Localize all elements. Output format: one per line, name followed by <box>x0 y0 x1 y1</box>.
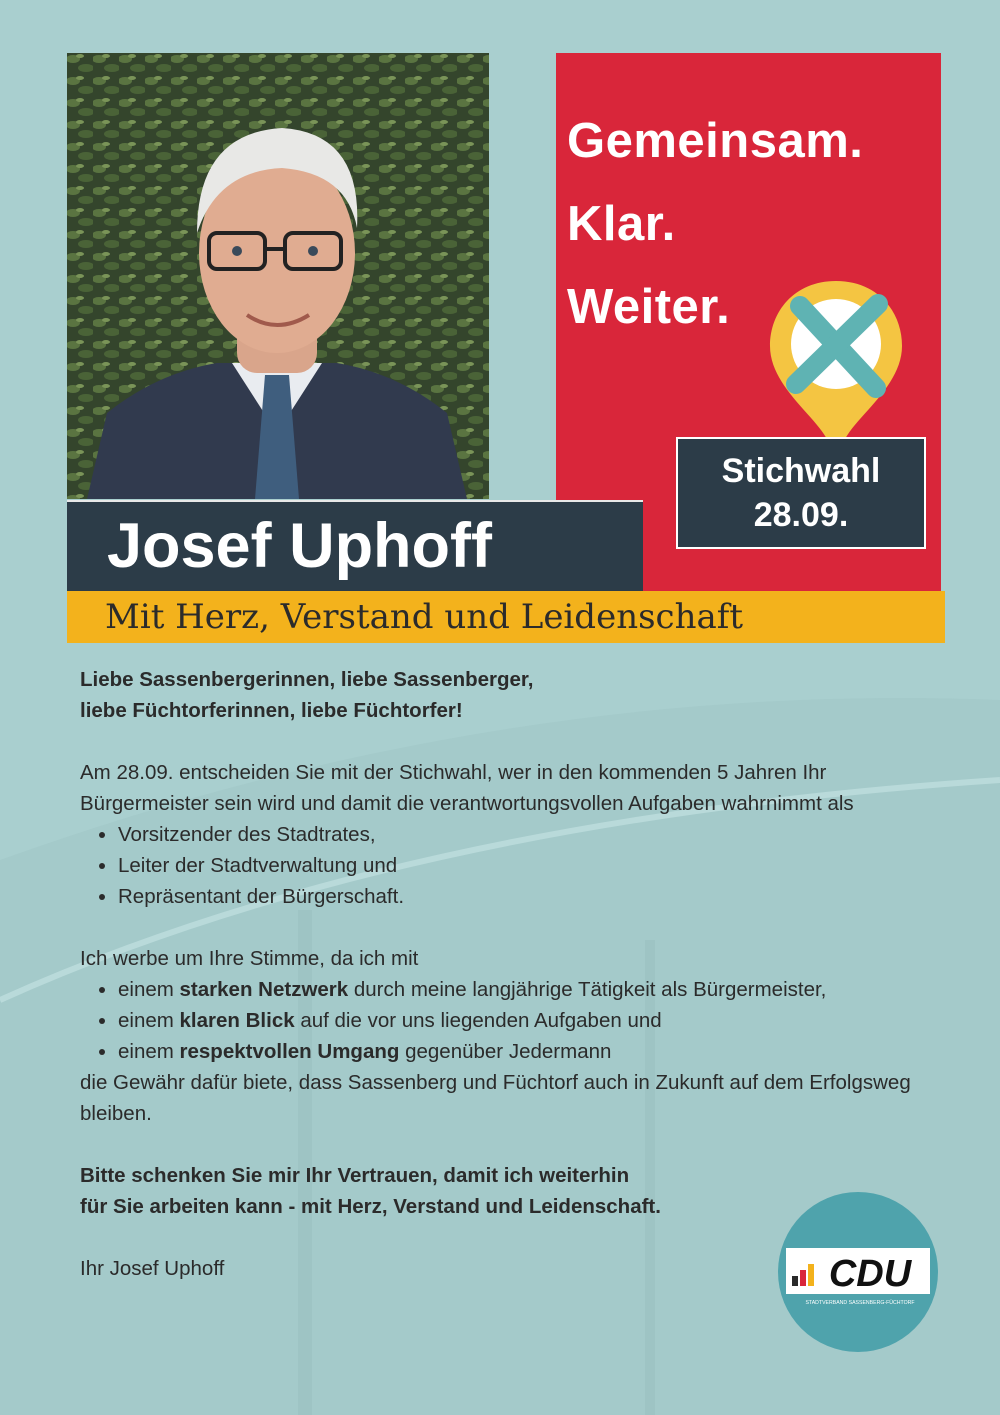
cdu-logo-icon <box>778 1192 938 1352</box>
logo-wordmark: CDU <box>828 1253 912 1295</box>
reason-outro: die Gewähr dafür biete, dass Sassenberg und Füchtorf auch in Zukunft auf dem Erfolgsweg bleiben. <box>80 1071 911 1125</box>
slogan-line-2: Klar. <box>567 197 676 251</box>
slogan-line-1: Gemeinsam. <box>567 114 864 168</box>
intro-paragraph: Am 28.09. entscheiden Sie mit der Stichwahl, wer in den kommenden 5 Jahren Ihr Bürgermeister sein wird und damit die verantwortungsvollen Aufgaben wahrnimmt als <box>80 761 854 815</box>
location-marker-icon <box>766 276 906 446</box>
reasons-list <box>80 974 950 1067</box>
list-item: • Repräsentant der Bürgerschaft. <box>118 881 950 912</box>
candidate-name: Josef Uphoff <box>67 500 643 592</box>
runoff-date-box <box>676 437 926 549</box>
closing-line-2: für Sie arbeiten kann - mit Herz, Verstand und Leidenschaft. <box>80 1195 661 1218</box>
signature: Ihr Josef Uphoff <box>80 1257 225 1280</box>
duties-list <box>80 819 950 912</box>
list-item: • einem klaren Blick auf die vor uns liegenden Aufgaben und <box>118 1005 950 1036</box>
closing-line-1: Bitte schenken Sie mir Ihr Vertrauen, damit ich weiterhin <box>80 1164 630 1187</box>
candidate-photo <box>67 53 489 499</box>
list-item: • einem respektvollen Umgang gegenüber Jedermann <box>118 1036 950 1067</box>
list-item: • Vorsitzender des Stadtrates, <box>118 819 950 850</box>
greeting-line-1: Liebe Sassenbergerinnen, liebe Sassenberger, <box>80 668 534 691</box>
tagline: Mit Herz, Verstand und Leidenschaft <box>67 591 945 643</box>
runoff-label: Stichwahl <box>721 452 881 490</box>
list-item: • Leiter der Stadtverwaltung und <box>118 850 950 881</box>
slogan-line-3: Weiter. <box>567 280 731 334</box>
runoff-date: 28.09. <box>753 496 849 534</box>
logo-subline: STADTVERBAND SASSENBERG-FÜCHTORF <box>805 1300 915 1306</box>
reason-intro: Ich werbe um Ihre Stimme, da ich mit <box>80 947 419 970</box>
letter-body <box>80 664 950 1284</box>
greeting-line-2: liebe Füchtorferinnen, liebe Füchtorfer! <box>80 699 463 722</box>
list-item: • einem starken Netzwerk durch meine langjährige Tätigkeit als Bürgermeister, <box>118 974 950 1005</box>
